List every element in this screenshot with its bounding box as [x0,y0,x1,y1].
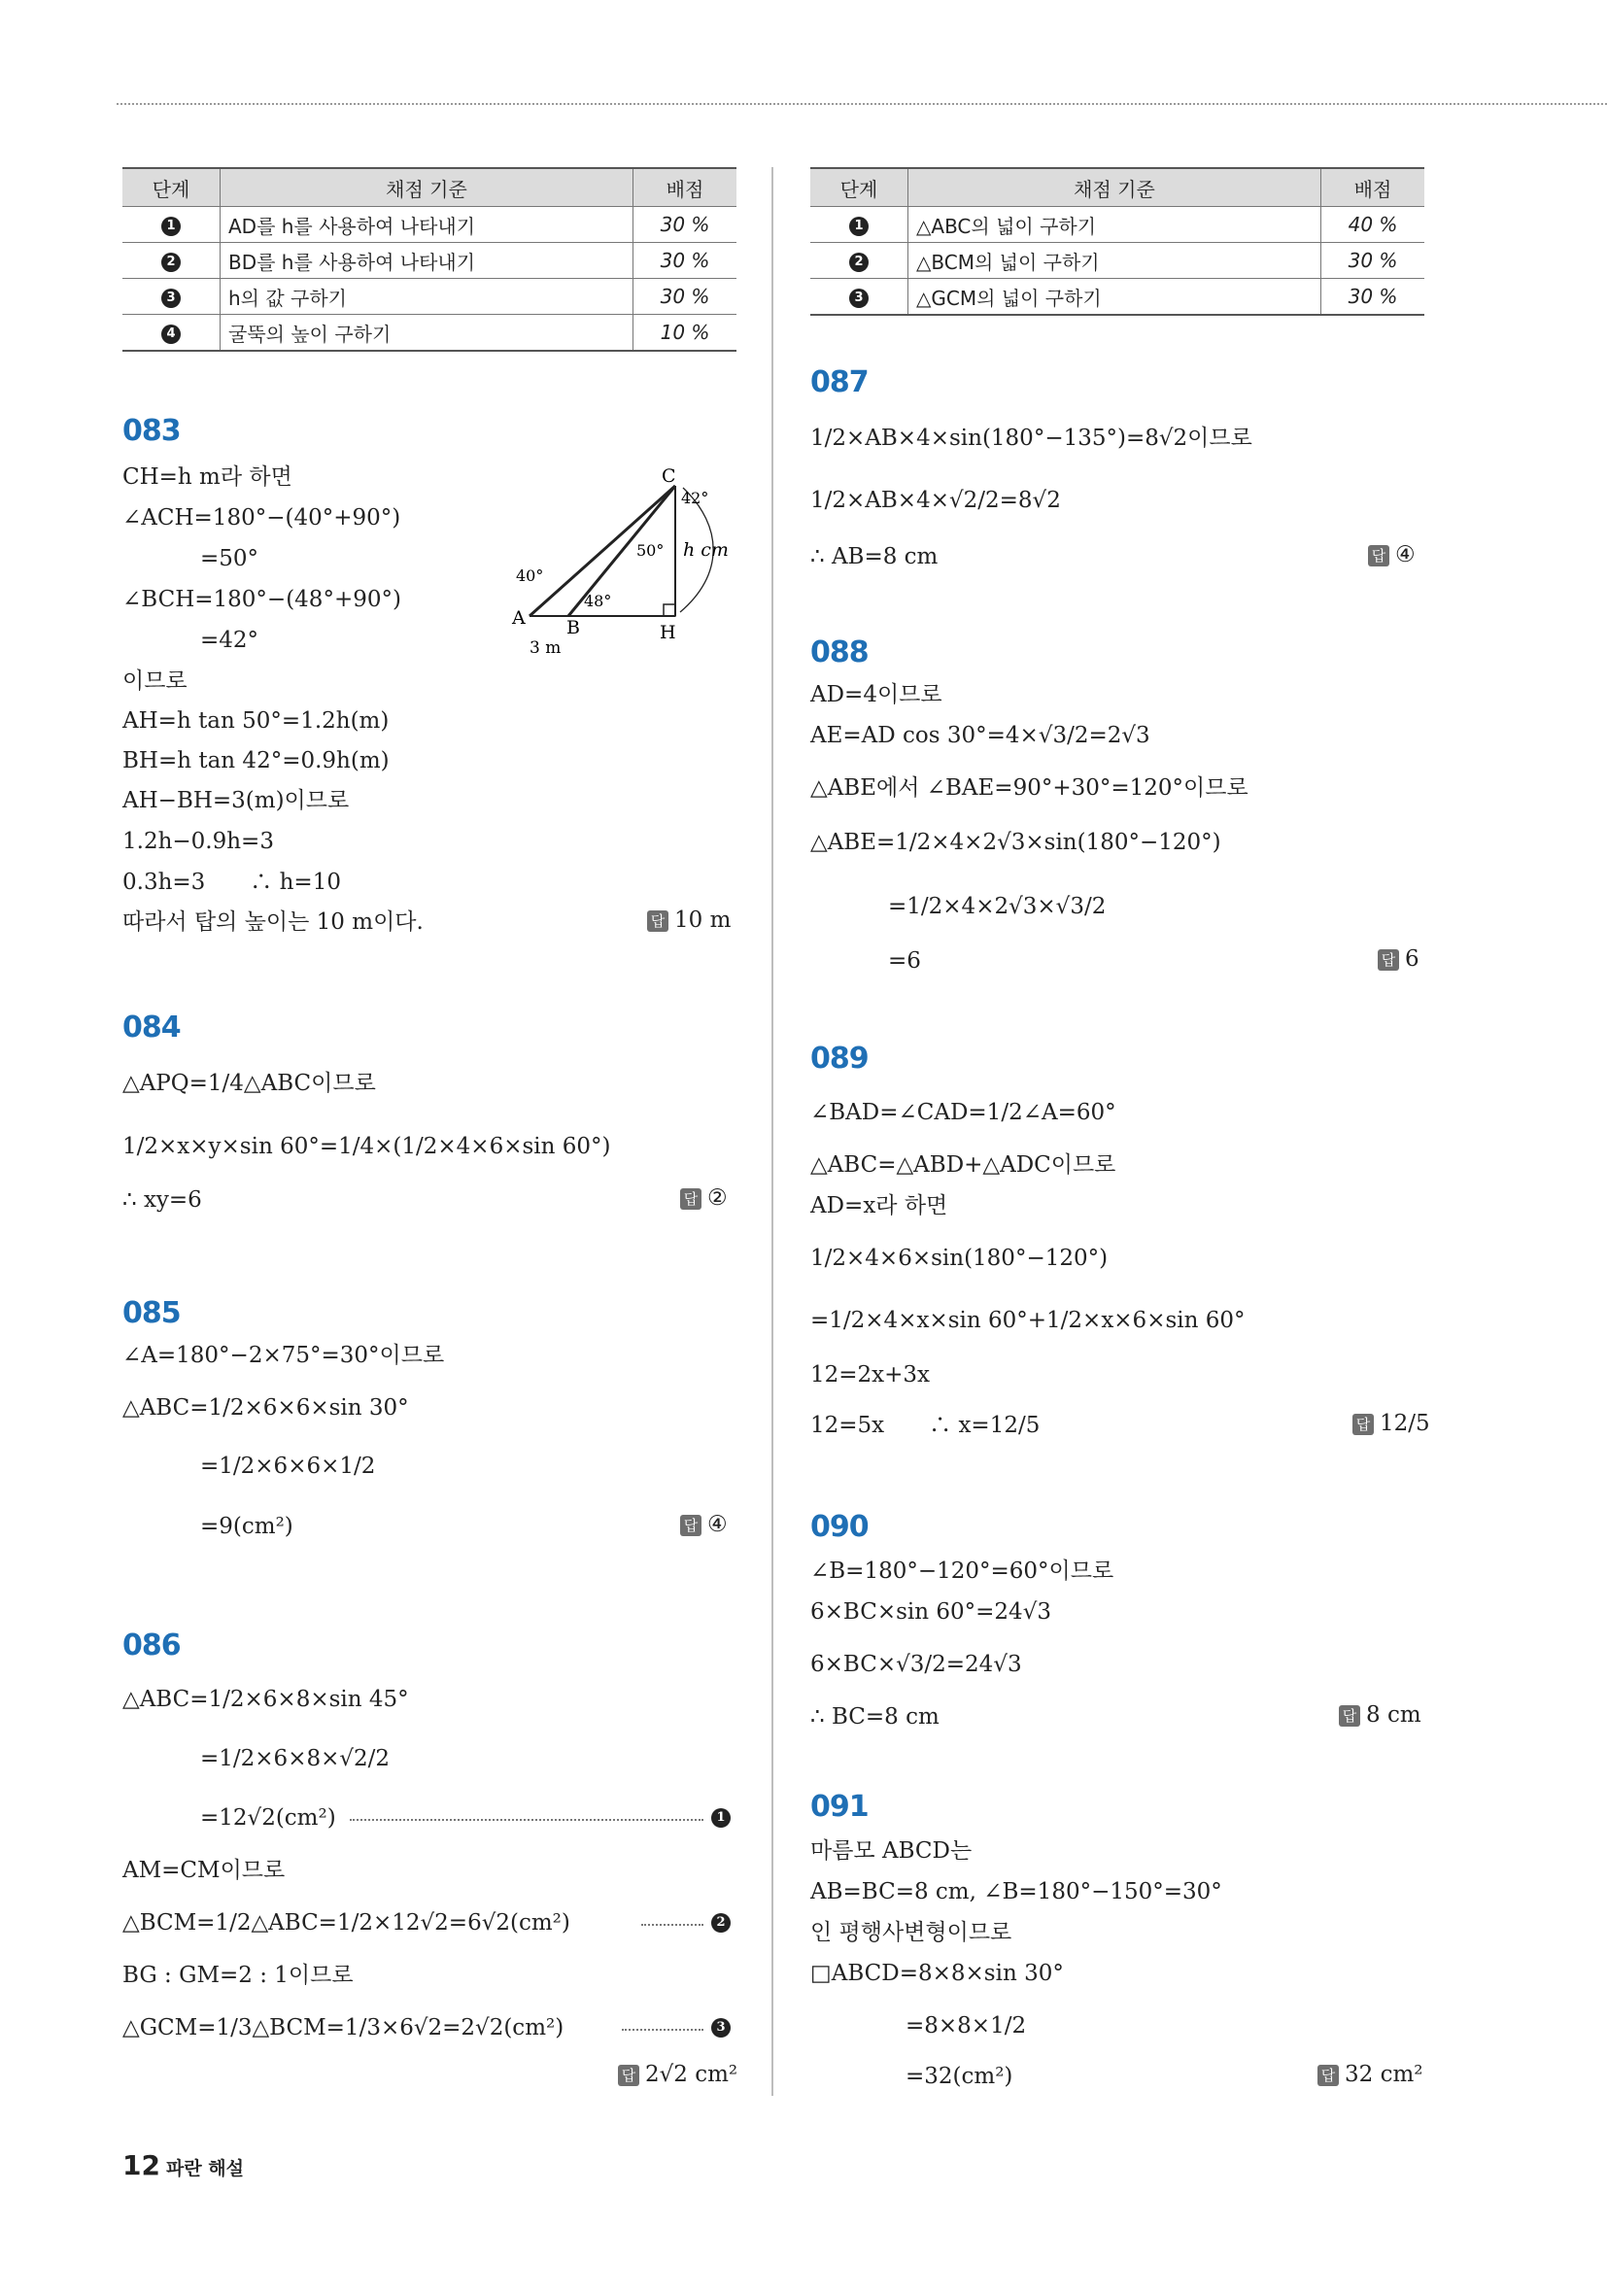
solution-line: 이므로 [122,668,188,694]
points-cell: 30 % [633,243,737,279]
answer-label-icon: 답 [1339,1705,1360,1727]
points-cell: 10 % [633,315,737,352]
table-row [122,279,736,315]
solution-line: =9(cm²) [200,1514,293,1539]
page-footer [122,2149,244,2181]
answer-value: ② [707,1185,728,1211]
criterion-cell: △ABC의 넓이 구하기 [908,207,1321,243]
solution-line: 1/2×4×6×sin(180°−120°) [810,1246,1109,1271]
header-step: 단계 [810,168,908,207]
problem-number-091: 091 [810,1790,869,1824]
answer-label-icon: 답 [618,2065,639,2086]
answer-label-icon: 답 [680,1515,701,1536]
criterion-cell: △GCM의 넓이 구하기 [908,279,1321,316]
step-marker-3: 3 [711,2018,731,2038]
header-criterion: 채점 기준 [908,168,1321,207]
problem-number-087: 087 [810,365,869,399]
problem-number-083: 083 [122,414,181,448]
solution-line: 1/2×AB×4×√2/2=8√2 [810,488,1061,513]
answer-084 [680,1185,728,1211]
table-row [122,207,736,243]
answer-value: 10 m [674,908,732,933]
points-cell: 30 % [1321,279,1425,316]
solution-line: AE=AD cos 30°=4×√3/2=2√3 [810,723,1150,748]
solution-line: ∴ AB=8 cm [810,544,939,569]
problem-number-089: 089 [810,1042,869,1076]
header-points: 배점 [633,168,737,207]
fig-height-label: h cm [683,539,729,561]
step-marker-2: 2 [711,1913,731,1933]
solution-line: ∠A=180°−2×75°=30°이므로 [122,1343,445,1368]
points-cell: 30 % [633,207,737,243]
step-badge: 3 [849,289,869,308]
fig-label-H: H [660,622,676,643]
answer-value: ④ [1395,542,1416,567]
answer-value: 32 cm² [1345,2062,1423,2087]
page-number: 12 [122,2149,160,2181]
solution-line: ∴ BC=8 cm [810,1704,940,1730]
fig-angle-B: 48° [584,592,612,610]
table-row [122,315,736,352]
solution-line: AM=CM이므로 [122,1858,286,1883]
fig-label-B: B [566,617,580,638]
criterion-cell: AD를 h를 사용하여 나타내기 [221,207,633,243]
solution-line: =42° [200,628,259,653]
step-badge: 4 [161,325,181,344]
step-marker-1: 1 [711,1808,731,1828]
solution-line: AD=x라 하면 [810,1193,948,1218]
solution-line: 0.3h=3 ∴ h=10 [122,870,341,895]
solution-line: AB=BC=8 cm, ∠B=180°−150°=30° [810,1879,1222,1904]
solution-line: =1/2×4×2√3×√3/2 [888,894,1107,919]
answer-label-icon: 답 [1378,949,1399,971]
solution-line: =8×8×1/2 [906,2013,1027,2039]
answer-087 [1368,542,1416,567]
answer-083 [647,908,731,933]
solution-line: △ABE=1/2×4×2√3×sin(180°−120°) [810,830,1221,855]
problem-number-084: 084 [122,1011,181,1045]
header-points: 배점 [1321,168,1425,207]
answer-value: 2√2 cm² [645,2062,738,2087]
header-step: 단계 [122,168,221,207]
solution-line: △ABC=△ABD+△ADC이므로 [810,1152,1116,1178]
header-criterion: 채점 기준 [221,168,633,207]
answer-label-icon: 답 [1317,2065,1339,2086]
solution-line: 마름모 ABCD는 [810,1838,973,1864]
fig-angle-C1: 50° [636,541,665,560]
step-badge: 2 [161,253,181,272]
solution-line: =1/2×6×6×1/2 [200,1454,376,1479]
problem-number-090: 090 [810,1510,869,1544]
solution-line: △BCM=1/2△ABC=1/2×12√2=6√2(cm²) [122,1910,570,1936]
solution-line: =6 [888,948,921,974]
points-cell: 30 % [1321,243,1425,279]
table-row [810,207,1424,243]
solution-line: AH−BH=3(m)이므로 [122,788,350,813]
leader-line [622,2029,703,2031]
solution-line: ∠BAD=∠CAD=1/2∠A=60° [810,1100,1116,1125]
table-row [810,243,1424,279]
top-dotted-rule [117,103,1607,105]
step-badge: 3 [161,289,181,308]
answer-086 [618,2062,737,2087]
solution-line: 6×BC×√3/2=24√3 [810,1652,1022,1677]
points-cell: 30 % [633,279,737,315]
fig-label-C: C [662,468,676,487]
triangle-figure [500,468,738,663]
footer-label: 파란 해설 [165,2158,244,2179]
solution-line: BG : GM=2 : 1이므로 [122,1963,354,1988]
solution-line: CH=h m라 하면 [122,464,292,490]
step-badge: 1 [849,217,869,236]
fig-angle-A: 40° [516,566,544,585]
leader-line [350,1819,703,1821]
step-badge: 1 [161,217,181,236]
solution-line: AD=4이므로 [810,682,942,707]
solution-line: ∠ACH=180°−(40°+90°) [122,505,401,531]
solution-line: 1.2h−0.9h=3 [122,829,274,854]
fig-angle-C2: 42° [681,489,709,507]
problem-number-086: 086 [122,1628,181,1662]
solution-line: △GCM=1/3△BCM=1/3×6√2=2√2(cm²) [122,2015,564,2040]
criterion-cell: BD를 h를 사용하여 나타내기 [221,243,633,279]
answer-label-icon: 답 [647,910,668,932]
solution-line: BH=h tan 42°=0.9h(m) [122,748,390,773]
criterion-cell: △BCM의 넓이 구하기 [908,243,1321,279]
solution-line: =1/2×4×x×sin 60°+1/2×x×6×sin 60° [810,1308,1246,1333]
solution-line: ∠B=180°−120°=60°이므로 [810,1559,1114,1584]
solution-line: 6×BC×sin 60°=24√3 [810,1599,1051,1625]
answer-090 [1339,1702,1421,1728]
solution-line: 12=5x ∴ x=12/5 [810,1413,1041,1438]
table-row [122,243,736,279]
points-cell: 40 % [1321,207,1425,243]
answer-value: 12/5 [1380,1411,1430,1436]
leader-line [641,1924,703,1926]
solution-line: △ABC=1/2×6×6×sin 30° [122,1395,409,1421]
answer-value: ④ [707,1512,728,1537]
solution-line: △ABC=1/2×6×8×sin 45° [122,1687,409,1712]
solution-line: △ABE에서 ∠BAE=90°+30°=120°이므로 [810,775,1248,801]
table-row [810,279,1424,316]
criterion-cell: 굴뚝의 높이 구하기 [221,315,633,352]
column-divider [771,167,773,2096]
fig-label-A: A [512,607,526,629]
answer-088 [1378,946,1419,972]
answer-085 [680,1512,728,1537]
solution-line: 1/2×AB×4×sin(180°−135°)=8√2이므로 [810,426,1252,451]
answer-label-icon: 답 [1352,1414,1374,1435]
answer-value: 6 [1405,946,1419,972]
solution-line: =1/2×6×8×√2/2 [200,1746,391,1771]
solution-line: △APQ=1/4△ABC이므로 [122,1071,376,1096]
solution-line: ∴ xy=6 [122,1187,202,1213]
solution-line: 인 평행사변형이므로 [810,1920,1012,1945]
answer-089 [1352,1411,1430,1436]
problem-number-085: 085 [122,1296,181,1330]
fig-base-label: 3 m [530,638,562,658]
criterion-cell: h의 값 구하기 [221,279,633,315]
solution-line: =50° [200,546,259,571]
grading-table-left [122,167,736,352]
solution-line: 12=2x+3x [810,1362,931,1388]
answer-value: 8 cm [1366,1702,1421,1728]
step-badge: 2 [849,253,869,272]
solution-line: =12√2(cm²) [200,1805,336,1831]
solution-line: 1/2×x×y×sin 60°=1/4×(1/2×4×6×sin 60°) [122,1134,611,1159]
solution-line: 따라서 탑의 높이는 10 m이다. [122,909,424,935]
grading-table-right [810,167,1424,316]
problem-number-088: 088 [810,635,869,669]
answer-091 [1317,2062,1423,2087]
solution-line: ∠BCH=180°−(48°+90°) [122,587,401,612]
solution-line: AH=h tan 50°=1.2h(m) [122,708,390,734]
answer-label-icon: 답 [680,1188,701,1210]
solution-line: =32(cm²) [906,2064,1013,2089]
answer-label-icon: 답 [1368,545,1389,566]
solution-line: □ABCD=8×8×sin 30° [810,1961,1064,1986]
